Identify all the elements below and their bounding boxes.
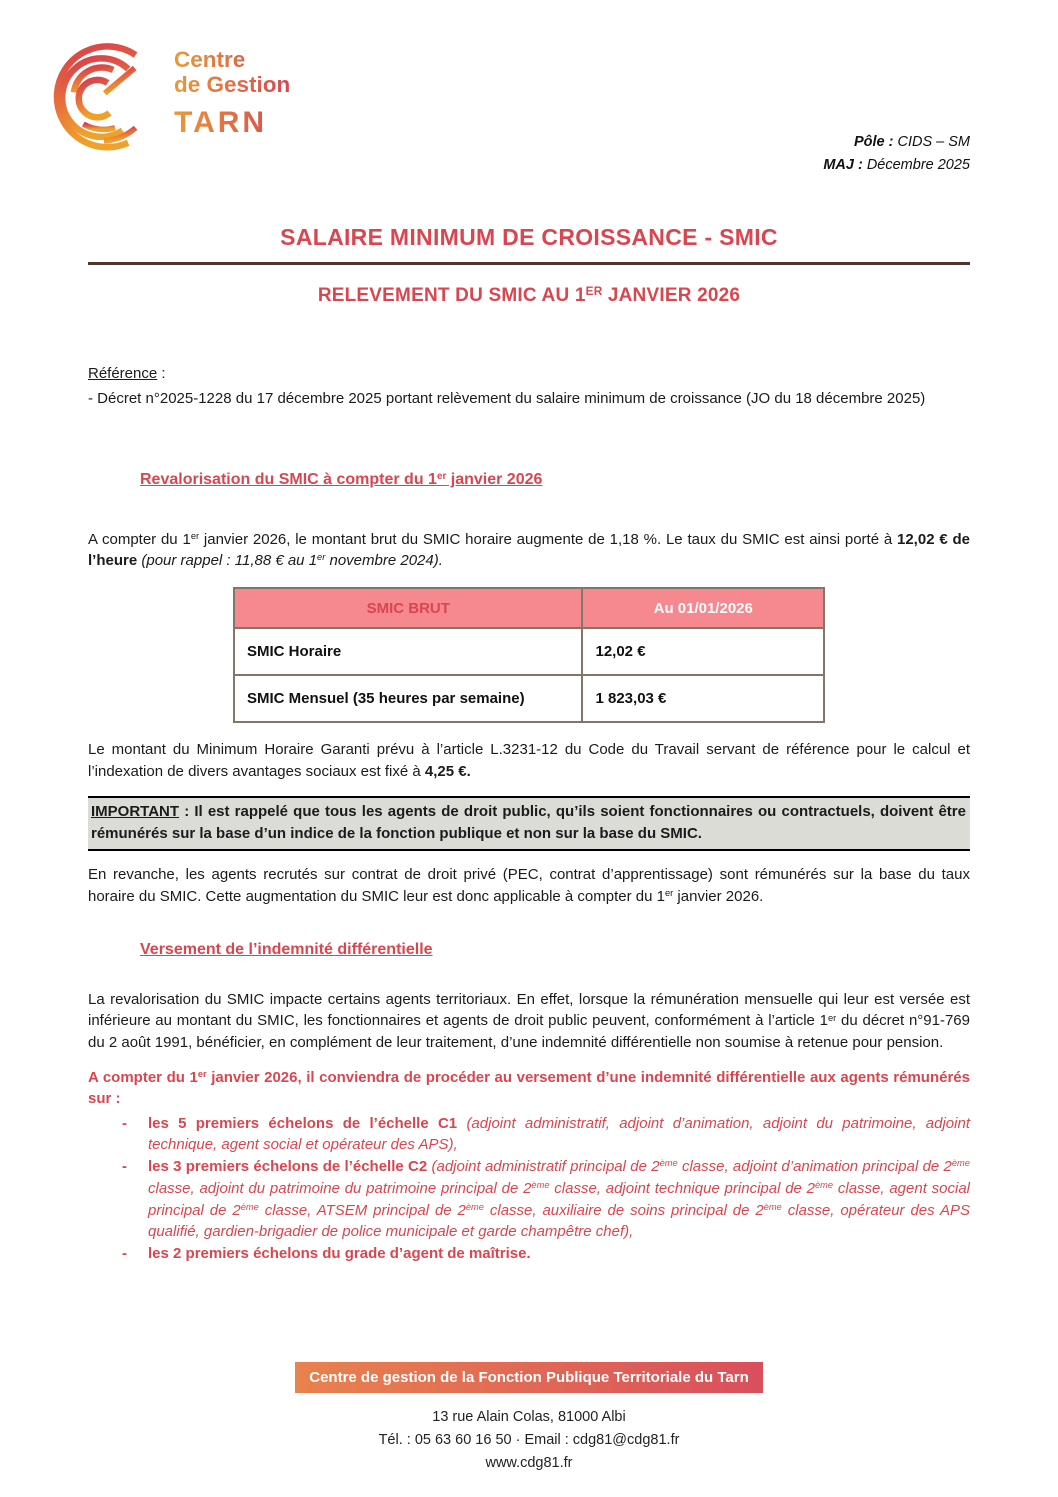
list-marker: - — [122, 1245, 127, 1263]
table-cell-label: SMIC Horaire — [234, 628, 582, 675]
sub-title: RELEVEMENT DU SMIC AU 1ER JANVIER 2026 — [317, 285, 741, 306]
footer-website: www.cdg81.fr — [485, 1454, 573, 1471]
reference-label: Référence — [88, 365, 158, 382]
paragraph-droit-prive: En revanche, les agents recrutés sur contrat de droit privé (PEC, contrat d’apprentissage) sont rémunérés sur la base du taux horaire du SMIC. Cette augmentation du SMIC leur est donc applicable à compter du 1er janvier 2026. — [88, 866, 970, 905]
meta-pole: Pôle : CIDS – SM — [853, 134, 970, 150]
footer-address-line1: 13 rue Alain Colas, 81000 Albi — [432, 1409, 626, 1425]
reference-colon: : — [157, 365, 166, 382]
footer-address — [0, 1406, 1058, 1475]
reference-block — [88, 363, 970, 409]
table-row — [234, 628, 824, 675]
title-divider — [88, 262, 970, 265]
list-item — [88, 1113, 970, 1157]
section-heading-versement: Versement de l’indemnité différentielle — [140, 941, 433, 959]
list-item-text: les 2 premiers échelons du grade d’agent de maîtrise. — [148, 1245, 531, 1263]
list-item-text: les 3 premiers échelons de l’échelle C2 (adjoint administratif principal de 2ème classe, adjoint d’animation principal de 2ème classe, adjoint du patrimoine du patrimoine principal de 2ème classe, adjoint technique principal de 2ème classe, agent social principal de 2ème classe, ATSEM principal de 2ème classe, auxiliaire de soins principal de 2ème classe, opérateur des APS qualifié, gardien-brigadier de police municipale et garde champêtre chef), — [148, 1158, 970, 1241]
header-meta — [823, 131, 970, 177]
list-item — [88, 1243, 970, 1265]
list-marker: - — [122, 1158, 127, 1176]
table-row — [234, 675, 824, 722]
paragraph-indemnite: La revalorisation du SMIC impacte certains agents territoriaux. En effet, lorsque la rémunération mensuelle qui leur est versée est inférieure au montant du SMIC, les fonctionnaires et agents de droit public peuvent, conformément à l’article 1er du décret n°91-769 du 2 août 1991, bénéficier, en complément de leur traitement, d’une indemnité différentielle non soumise à retenue pour pension. — [88, 991, 970, 1051]
table-header-row — [234, 588, 824, 628]
list-marker: - — [122, 1114, 127, 1132]
logo-line-tarn: TARN — [174, 106, 290, 140]
document-body — [0, 224, 1058, 1265]
table-cell-value: 1 823,03 € — [582, 675, 824, 722]
cdg-tarn-logo-text — [174, 36, 290, 140]
cdg-tarn-logo-icon — [46, 36, 158, 158]
table-header-date: Au 01/01/2026 — [582, 588, 824, 628]
section-heading-revalorisation: Revalorisation du SMIC à compter du 1er janvier 2026 — [140, 470, 543, 488]
logo-line-1: Centre — [174, 48, 290, 73]
list-item — [88, 1156, 970, 1243]
list-item-text: les 5 premiers échelons de l’échelle C1 (adjoint administratif, adjoint d’animation, adjoint du patrimoine, adjoint technique, agent social et opérateur des APS), — [148, 1114, 970, 1154]
important-note: IMPORTANT : Il est rappelé que tous les agents de droit public, qu’ils soient fonctionnaires ou contractuels, doivent être rémunérés sur la base d’un indice de la fonction publique et non sur la base du SMIC. — [88, 796, 970, 852]
echelons-list — [88, 1113, 970, 1265]
table-cell-label: SMIC Mensuel (35 heures par semaine) — [234, 675, 582, 722]
cdg-tarn-logo — [46, 36, 290, 158]
table-cell-value: 12,02 € — [582, 628, 824, 675]
smic-table — [233, 587, 825, 723]
footer-banner: Centre de gestion de la Fonction Publique Territoriale du Tarn — [295, 1362, 763, 1393]
footer-address-line2: Tél. : 05 63 60 16 50 · Email : cdg81@cdg81.fr — [378, 1431, 680, 1448]
paragraph-red-intro: A compter du 1er janvier 2026, il conviendra de procéder au versement d’une indemnité différentielle aux agents rémunérés sur : — [88, 1068, 970, 1108]
meta-maj: MAJ : Décembre 2025 — [823, 157, 970, 174]
paragraph-minimum-garanti: Le montant du Minimum Horaire Garanti prévu à l’article L.3231-12 du Code du Travail servant de référence pour le calcul et l’indexation de divers avantages sociaux est fixé à 4,25 €. — [88, 741, 970, 780]
logo-line-2: de Gestion — [174, 71, 291, 97]
table-header-smic-brut: SMIC BRUT — [234, 588, 582, 628]
footer — [0, 1362, 1058, 1475]
reference-body: - Décret n°2025-1228 du 17 décembre 2025 portant relèvement du salaire minimum de croissance (JO du 18 décembre 2025) — [88, 389, 926, 407]
paragraph-revalorisation: A compter du 1er janvier 2026, le montant brut du SMIC horaire augmente de 1,18 %. Le taux du SMIC est ainsi porté à 12,02 € de l’heure (pour rappel : 11,88 € au 1er novembre 2024). — [88, 530, 970, 570]
reference-label-line — [88, 363, 970, 386]
main-title: SALAIRE MINIMUM DE CROISSANCE - SMIC — [280, 224, 778, 250]
